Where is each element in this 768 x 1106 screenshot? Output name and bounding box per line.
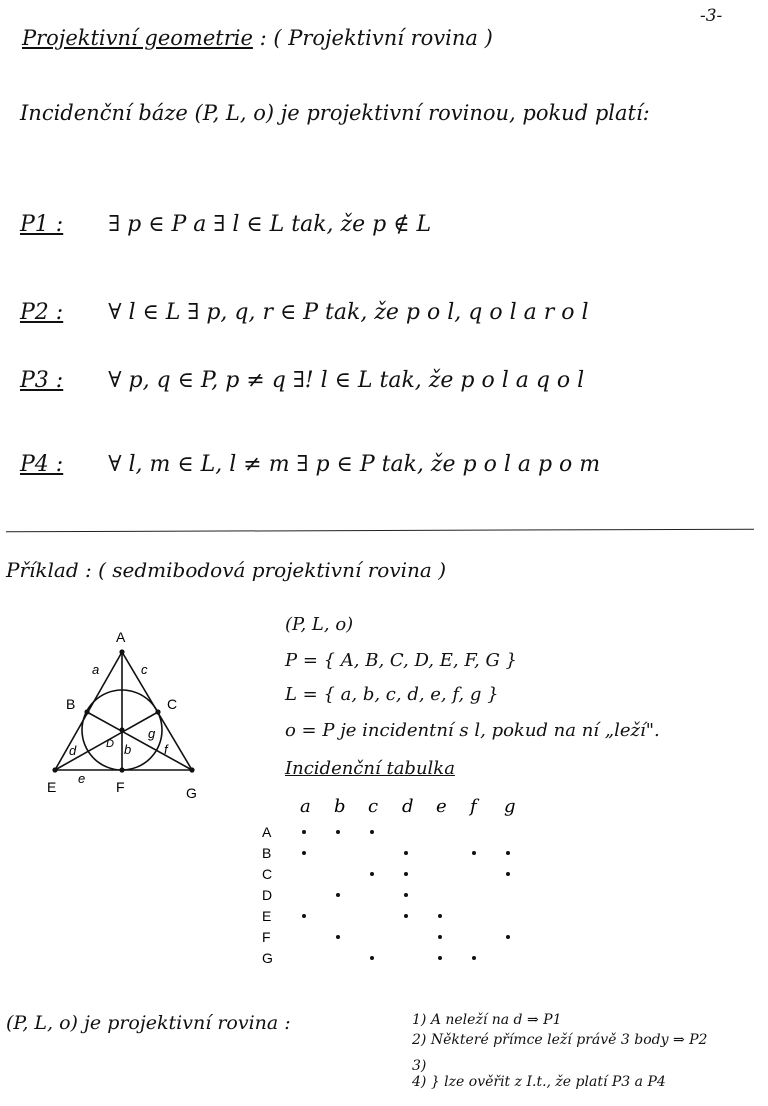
page-title [22, 26, 493, 50]
proof-step-1: 1) A neleží na d ⇒ P1 [412, 1012, 562, 1028]
line-label-d: d [69, 743, 77, 758]
point-label-b: B [66, 696, 76, 712]
axiom-p4 [20, 452, 600, 477]
proof-step-4: 4) } lze ověřit z I.t., že platí P3 a P4 [412, 1074, 666, 1090]
column-header: a [300, 796, 311, 817]
incidence-dot [506, 851, 510, 855]
axiom-p3 [20, 368, 584, 393]
incidence-table-title: Incidenční tabulka [285, 758, 455, 779]
point-label-f: F [116, 779, 125, 795]
section-divider [6, 529, 754, 533]
point-label-g: G [186, 785, 197, 800]
column-header: c [368, 796, 379, 817]
proof-step-2: 2) Některé přímce leží právě 3 body ⇒ P2 [412, 1032, 708, 1048]
incidence-dot [506, 872, 510, 876]
point-label-d: D [106, 738, 114, 750]
title-underlined: Projektivní geometrie [22, 26, 253, 50]
column-header: g [504, 796, 516, 817]
column-header: d [402, 796, 414, 817]
def-incidence: o = P je incidentní s l, pokud na ní „leží". [285, 720, 660, 741]
line-label-f: f [164, 742, 168, 757]
def-points: P = { A, B, C, D, E, F, G } [285, 650, 517, 671]
incidence-dot [336, 830, 340, 834]
line-label-a: a [92, 662, 100, 677]
incidence-dot [472, 956, 476, 960]
incidence-dot [302, 914, 306, 918]
incidence-dot [370, 956, 374, 960]
row-header: A [262, 824, 272, 840]
incidence-dot [370, 830, 374, 834]
title-rest: : ( Projektivní rovina ) [259, 26, 493, 50]
def-lines: L = { a, b, c, d, e, f, g } [285, 684, 499, 705]
incidence-dot [404, 872, 408, 876]
axiom-label: P1 : [20, 212, 64, 237]
proof-step-3: 3) [412, 1058, 427, 1074]
column-header: f [470, 796, 477, 817]
point-label-e: E [47, 779, 57, 795]
incidence-dot [404, 893, 408, 897]
line-label-e: e [78, 771, 86, 786]
incidence-dot [336, 935, 340, 939]
line-label-c: c [141, 662, 148, 677]
incidence-table [250, 792, 530, 982]
row-header: E [262, 908, 272, 924]
example-title: Příklad : ( sedmibodová projektivní rovina ) [6, 558, 446, 582]
page-number: -3- [700, 6, 723, 26]
column-header: b [334, 796, 346, 817]
axiom-p1 [20, 212, 431, 237]
incidence-dot [336, 893, 340, 897]
row-header: C [262, 866, 273, 882]
row-header: B [262, 845, 272, 861]
axiom-text: ∀ p, q ∈ P, p ≠ q ∃! l ∈ L tak, že p o l a q o l [108, 368, 585, 393]
incidence-dot [302, 830, 306, 834]
row-header: G [262, 950, 273, 966]
line-label-g: g [148, 726, 156, 741]
conclusion-text: (P, L, o) je projektivní rovina : [6, 1012, 291, 1034]
incidence-dot [302, 851, 306, 855]
axiom-text: ∃ p ∈ P a ∃ l ∈ L tak, že p ∉ L [108, 212, 432, 237]
incidence-dot [404, 851, 408, 855]
column-header: e [436, 796, 447, 817]
incidence-dot [370, 872, 374, 876]
def-triple: (P, L, o) [285, 614, 354, 635]
incidence-dot [404, 914, 408, 918]
point-label-c: C [167, 696, 178, 712]
axiom-label: P2 : [20, 300, 64, 325]
fano-plane-figure [40, 620, 280, 800]
incidence-dot [472, 851, 476, 855]
axiom-text: ∀ l ∈ L ∃ p, q, r ∈ P tak, že p o l, q o l a r o l [108, 300, 589, 325]
row-header: F [262, 929, 271, 945]
incidence-dot [438, 956, 442, 960]
incidence-dot [438, 935, 442, 939]
median-b [87, 712, 192, 770]
axiom-label: P3 : [20, 368, 64, 393]
axiom-label: P4 : [20, 452, 64, 477]
line-label-b: b [124, 742, 132, 757]
axiom-p2 [20, 300, 589, 325]
point-label-a: A [116, 629, 126, 645]
row-header: D [262, 887, 273, 903]
incidence-dot [506, 935, 510, 939]
intro-text: Incidenční báze (P, L, o) je projektivní rovinou, pokud platí: [20, 101, 650, 125]
incidence-dot [438, 914, 442, 918]
axiom-text: ∀ l, m ∈ L, l ≠ m ∃ p ∈ P tak, že p o l a p o m [108, 452, 601, 477]
